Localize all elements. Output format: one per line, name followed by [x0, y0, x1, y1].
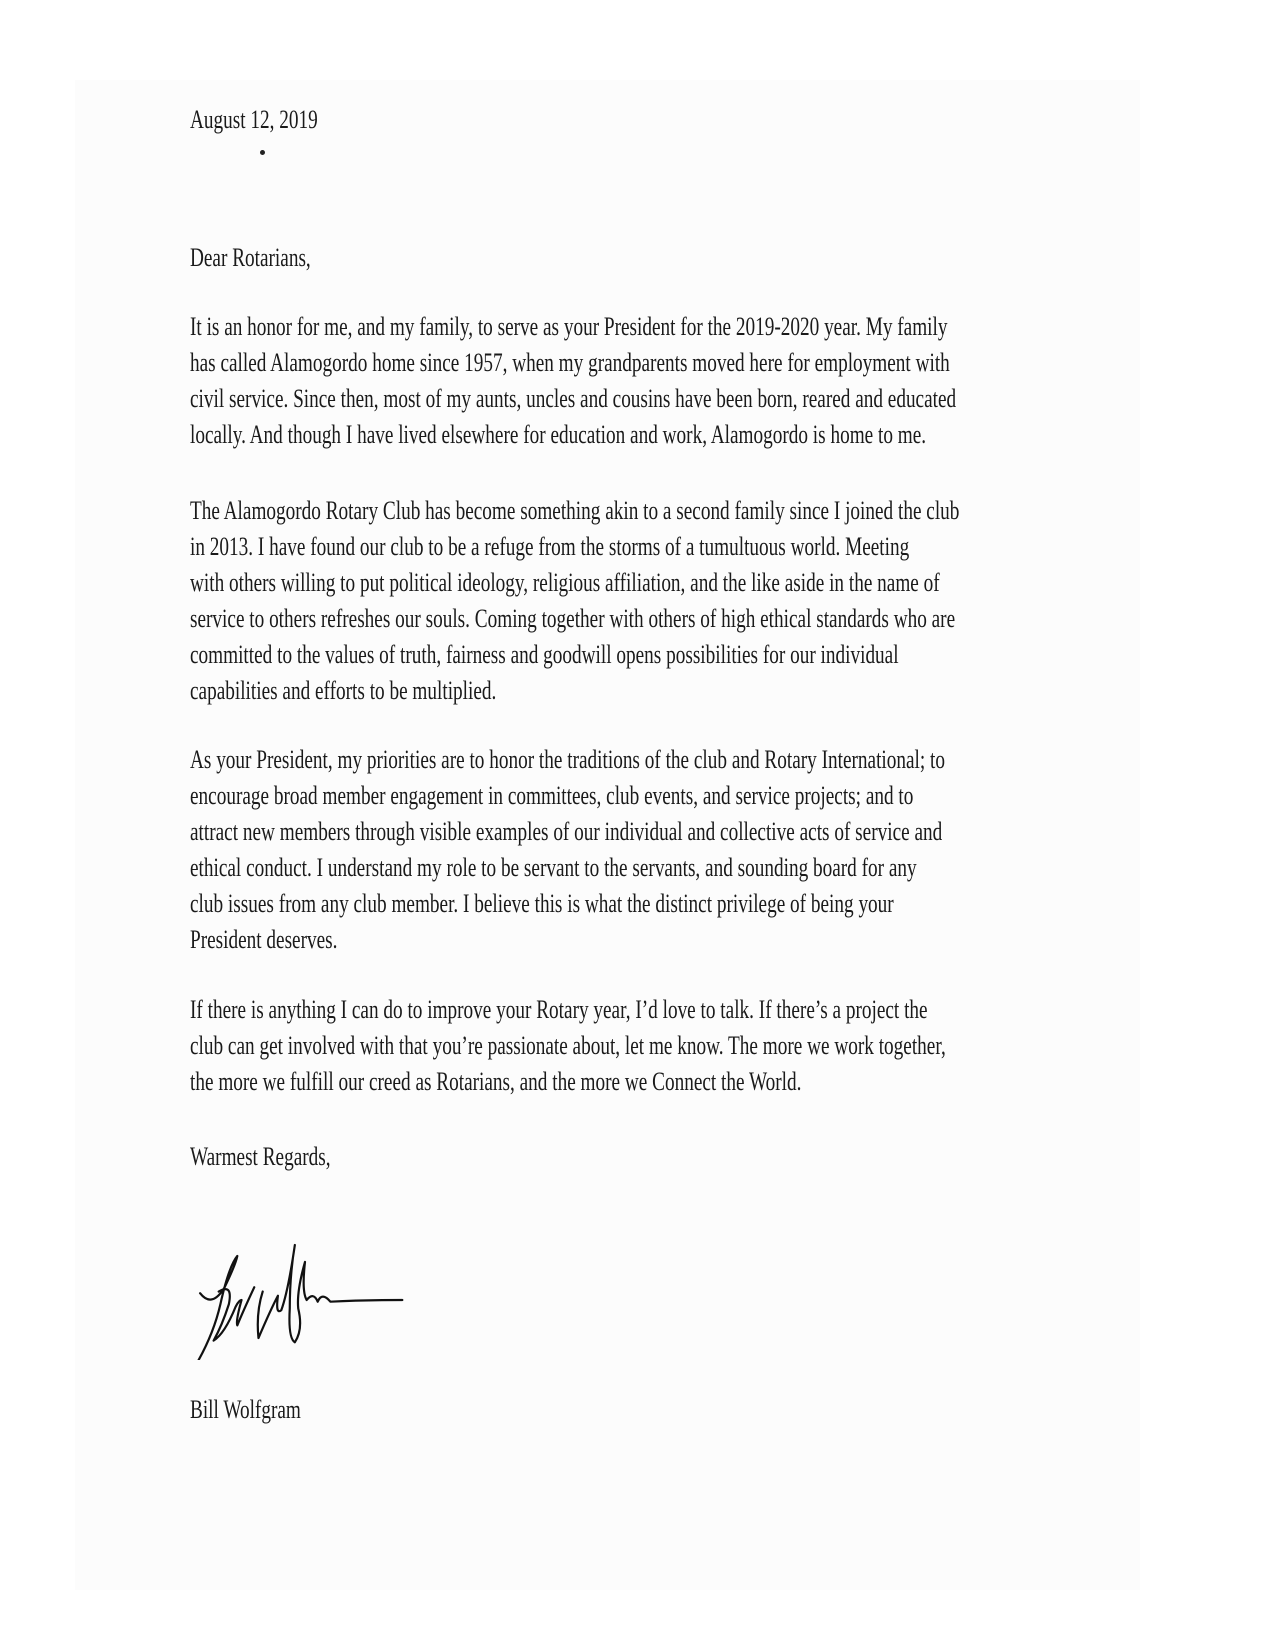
signature [195, 1240, 415, 1360]
scan-speck [260, 150, 265, 155]
paragraph-2-line: in 2013. I have found our club to be a refuge from the storms of a tumultuous world. Meeting [190, 532, 910, 561]
paragraph-3-line: club issues from any club member. I believe this is what the distinct privilege of being your [190, 889, 894, 918]
signer-name: Bill Wolfgram [190, 1395, 301, 1424]
paragraph-2-line: capabilities and efforts to be multiplied. [190, 676, 497, 705]
paragraph-2-line: with others willing to put political ideology, religious affiliation, and the like aside in the name of [190, 568, 940, 597]
paragraph-1-line: It is an honor for me, and my family, to serve as your President for the 2019-2020 year. My family [190, 312, 948, 341]
paragraph-2-line: committed to the values of truth, fairness and goodwill opens possibilities for our individual [190, 640, 899, 669]
paragraph-4-line: club can get involved with that you’re passionate about, let me know. The more we work together, [190, 1031, 946, 1060]
paragraph-4-line: If there is anything I can do to improve your Rotary year, I’d love to talk. If there’s a project the [190, 995, 928, 1024]
paragraph-3-line: encourage broad member engagement in committees, club events, and service projects; and to [190, 781, 914, 810]
paragraph-3-line: ethical conduct. I understand my role to be servant to the servants, and sounding board for any [190, 853, 917, 882]
letter-date: August 12, 2019 [190, 105, 318, 134]
paragraph-4-line: the more we fulfill our creed as Rotarians, and the more we Connect the World. [190, 1067, 802, 1096]
salutation: Dear Rotarians, [190, 243, 311, 272]
paragraph-2-line: The Alamogordo Rotary Club has become something akin to a second family since I joined the club [190, 496, 960, 525]
closing: Warmest Regards, [190, 1142, 331, 1171]
paragraph-2-line: service to others refreshes our souls. Coming together with others of high ethical standards who are [190, 604, 956, 633]
paragraph-1-line: has called Alamogordo home since 1957, when my grandparents moved here for employment with [190, 348, 950, 377]
paragraph-3-line: President deserves. [190, 925, 338, 954]
paragraph-1-line: locally. And though I have lived elsewhere for education and work, Alamogordo is home to me. [190, 420, 927, 449]
paragraph-3-line: attract new members through visible examples of our individual and collective acts of service and [190, 817, 943, 846]
paragraph-1-line: civil service. Since then, most of my aunts, uncles and cousins have been born, reared and educated [190, 384, 957, 413]
paragraph-3-line: As your President, my priorities are to honor the traditions of the club and Rotary International; to [190, 745, 946, 774]
